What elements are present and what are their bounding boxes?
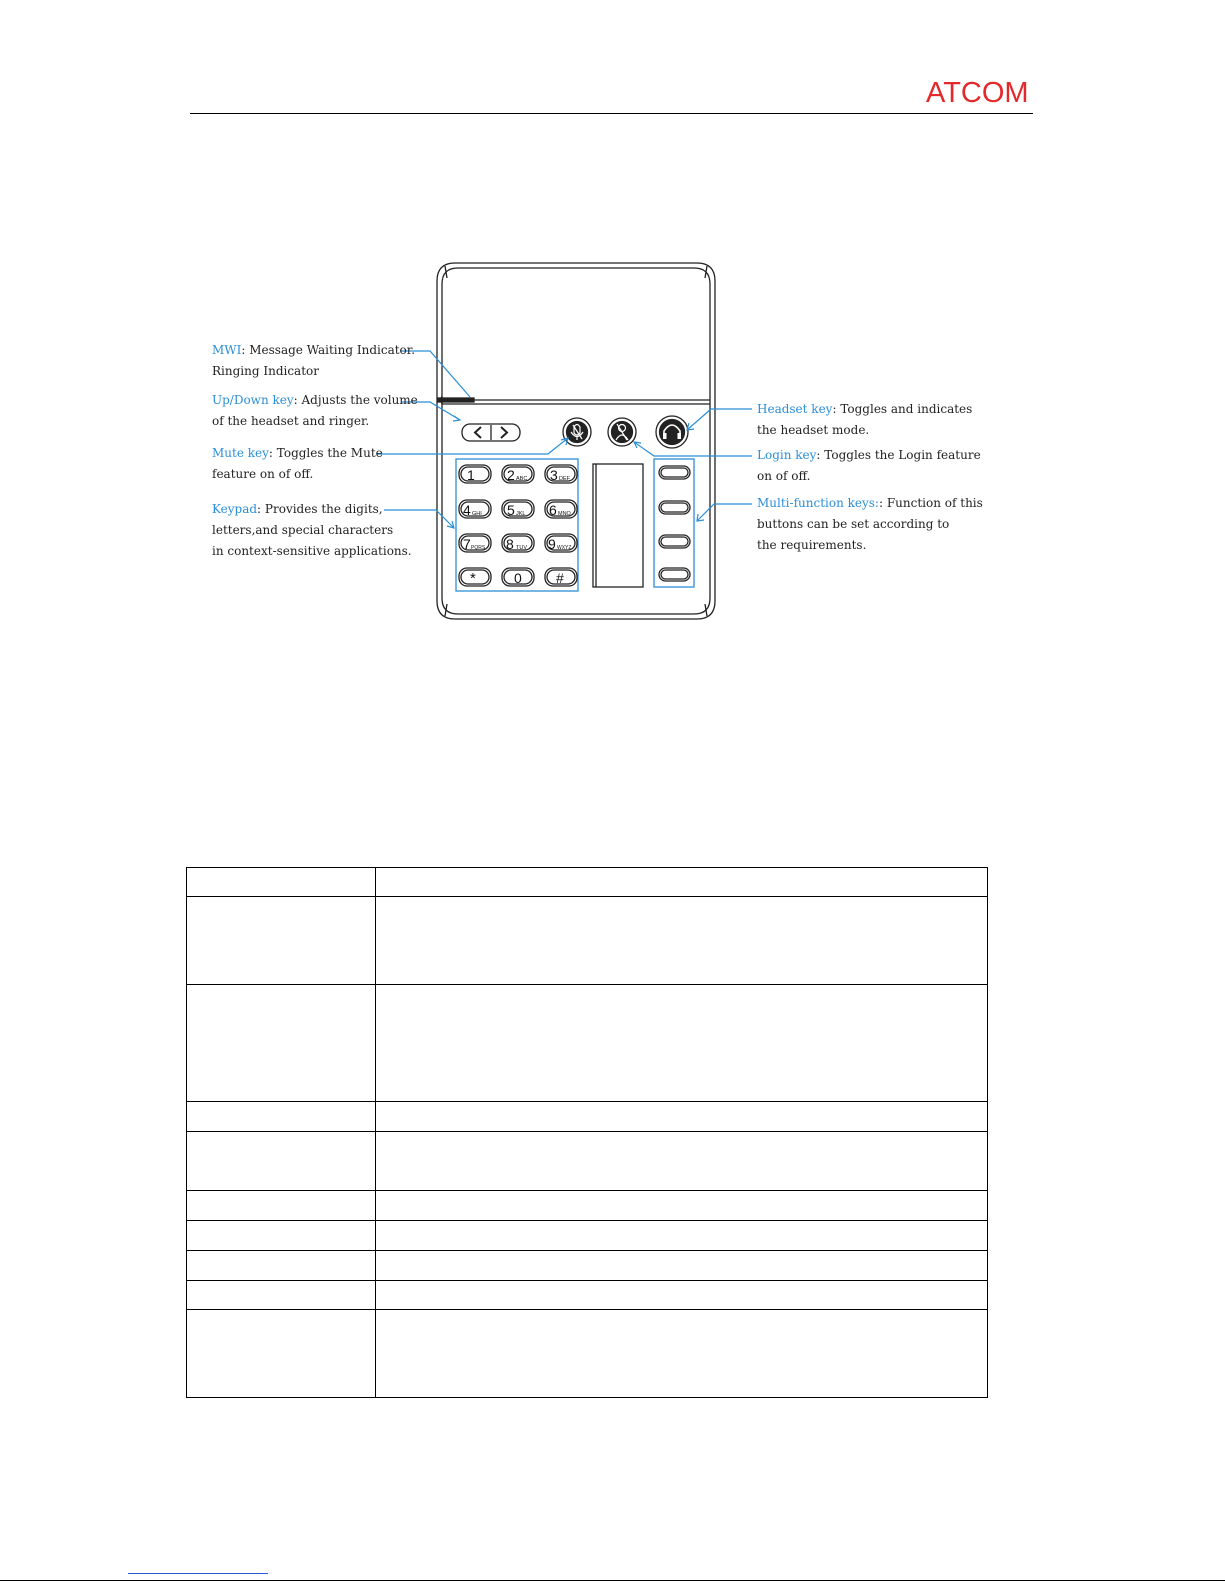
- key-digit: 5: [507, 502, 515, 518]
- table-cell: [187, 897, 376, 985]
- table-row: [187, 1281, 988, 1310]
- keypad-key-label: Keypad: [212, 502, 258, 516]
- footer-rule: [0, 1580, 1225, 1581]
- key-digit: 2: [507, 467, 515, 483]
- table-row: [187, 985, 988, 1102]
- key-digit: #: [556, 570, 564, 586]
- table-row: [187, 868, 988, 897]
- login-key-label: Login key: [757, 448, 817, 462]
- table-cell: [187, 1221, 376, 1251]
- table-row: [187, 1191, 988, 1221]
- atcom-logo: ATCOM: [926, 77, 1029, 109]
- mwi-annotation: MWI: Message Waiting Indicator. Ringing Indicator: [212, 343, 416, 378]
- table-cell: [187, 985, 376, 1102]
- spec-table: [186, 867, 988, 1398]
- updown-annotation: Up/Down key: Adjusts the volume of the headset and ringer.: [212, 393, 418, 428]
- center-display-slot: [593, 464, 643, 587]
- key-letters: ABC: [516, 476, 528, 482]
- table-cell: [376, 1251, 988, 1281]
- footer-link-underline[interactable]: [128, 1573, 268, 1574]
- login-callout-line: [634, 442, 752, 456]
- mwi-key-label: MWI: [212, 343, 242, 357]
- mute-key-label: Mute key: [212, 446, 269, 460]
- key-letters: DEF: [559, 476, 570, 482]
- multi-function-key-label: Multi-function keys:: [757, 496, 879, 510]
- mwi-indicator: [438, 398, 474, 402]
- table-cell: [187, 1102, 376, 1132]
- table-cell: [187, 868, 376, 897]
- keypad-annotation: Keypad: Provides the digits, letters,and special characters in context-sensitive applications.: [212, 502, 412, 558]
- table-row: [187, 1221, 988, 1251]
- table-cell: [376, 985, 988, 1102]
- table-cell: [187, 1191, 376, 1221]
- key-digit: *: [470, 570, 476, 587]
- key-letters: GHI: [472, 511, 482, 517]
- multi-callout-line: [697, 504, 752, 521]
- key-letters: JKL: [516, 511, 526, 517]
- table-cell: [376, 1281, 988, 1310]
- key-digit: 6: [549, 502, 557, 518]
- table-cell: [376, 1102, 988, 1132]
- key-letters: TUV: [516, 545, 527, 551]
- updown-key-label: Up/Down key: [212, 393, 294, 407]
- table-cell: [376, 1310, 988, 1398]
- key-digit: 1: [467, 467, 475, 483]
- table-cell: [376, 897, 988, 985]
- table-row: [187, 1102, 988, 1132]
- key-digit: 8: [506, 536, 514, 552]
- table-cell: [187, 1310, 376, 1398]
- key-letters: WXYZ: [557, 545, 572, 551]
- table-cell: [187, 1251, 376, 1281]
- table-cell: [376, 868, 988, 897]
- key-digit: 3: [550, 467, 558, 483]
- headset-annotation: Headset key: Toggles and indicates the headset mode.: [757, 402, 973, 437]
- table-cell: [376, 1132, 988, 1191]
- mute-annotation: Mute key: Toggles the Mute feature on of off.: [212, 446, 383, 481]
- headset-callout-line: [687, 409, 752, 430]
- table-cell: [376, 1191, 988, 1221]
- table-row: [187, 1132, 988, 1191]
- headset-key-label: Headset key: [757, 402, 833, 416]
- table-row: [187, 897, 988, 985]
- table-cell: [187, 1281, 376, 1310]
- login-annotation: Login key: Toggles the Login feature on of off.: [757, 448, 981, 483]
- key-digit: 4: [463, 502, 471, 518]
- key-digit: 7: [463, 536, 471, 552]
- key-digit: 0: [514, 570, 522, 586]
- table-cell: [376, 1221, 988, 1251]
- table-cell: [187, 1132, 376, 1191]
- table-row: [187, 1310, 988, 1398]
- key-letters: MNO: [558, 511, 571, 517]
- table-row: [187, 1251, 988, 1281]
- key-letters: PQRS: [471, 545, 486, 551]
- key-digit: 9: [548, 536, 556, 552]
- multi-function-annotation: Multi-function keys:: Function of this buttons can be set according to the requirements.: [757, 496, 983, 552]
